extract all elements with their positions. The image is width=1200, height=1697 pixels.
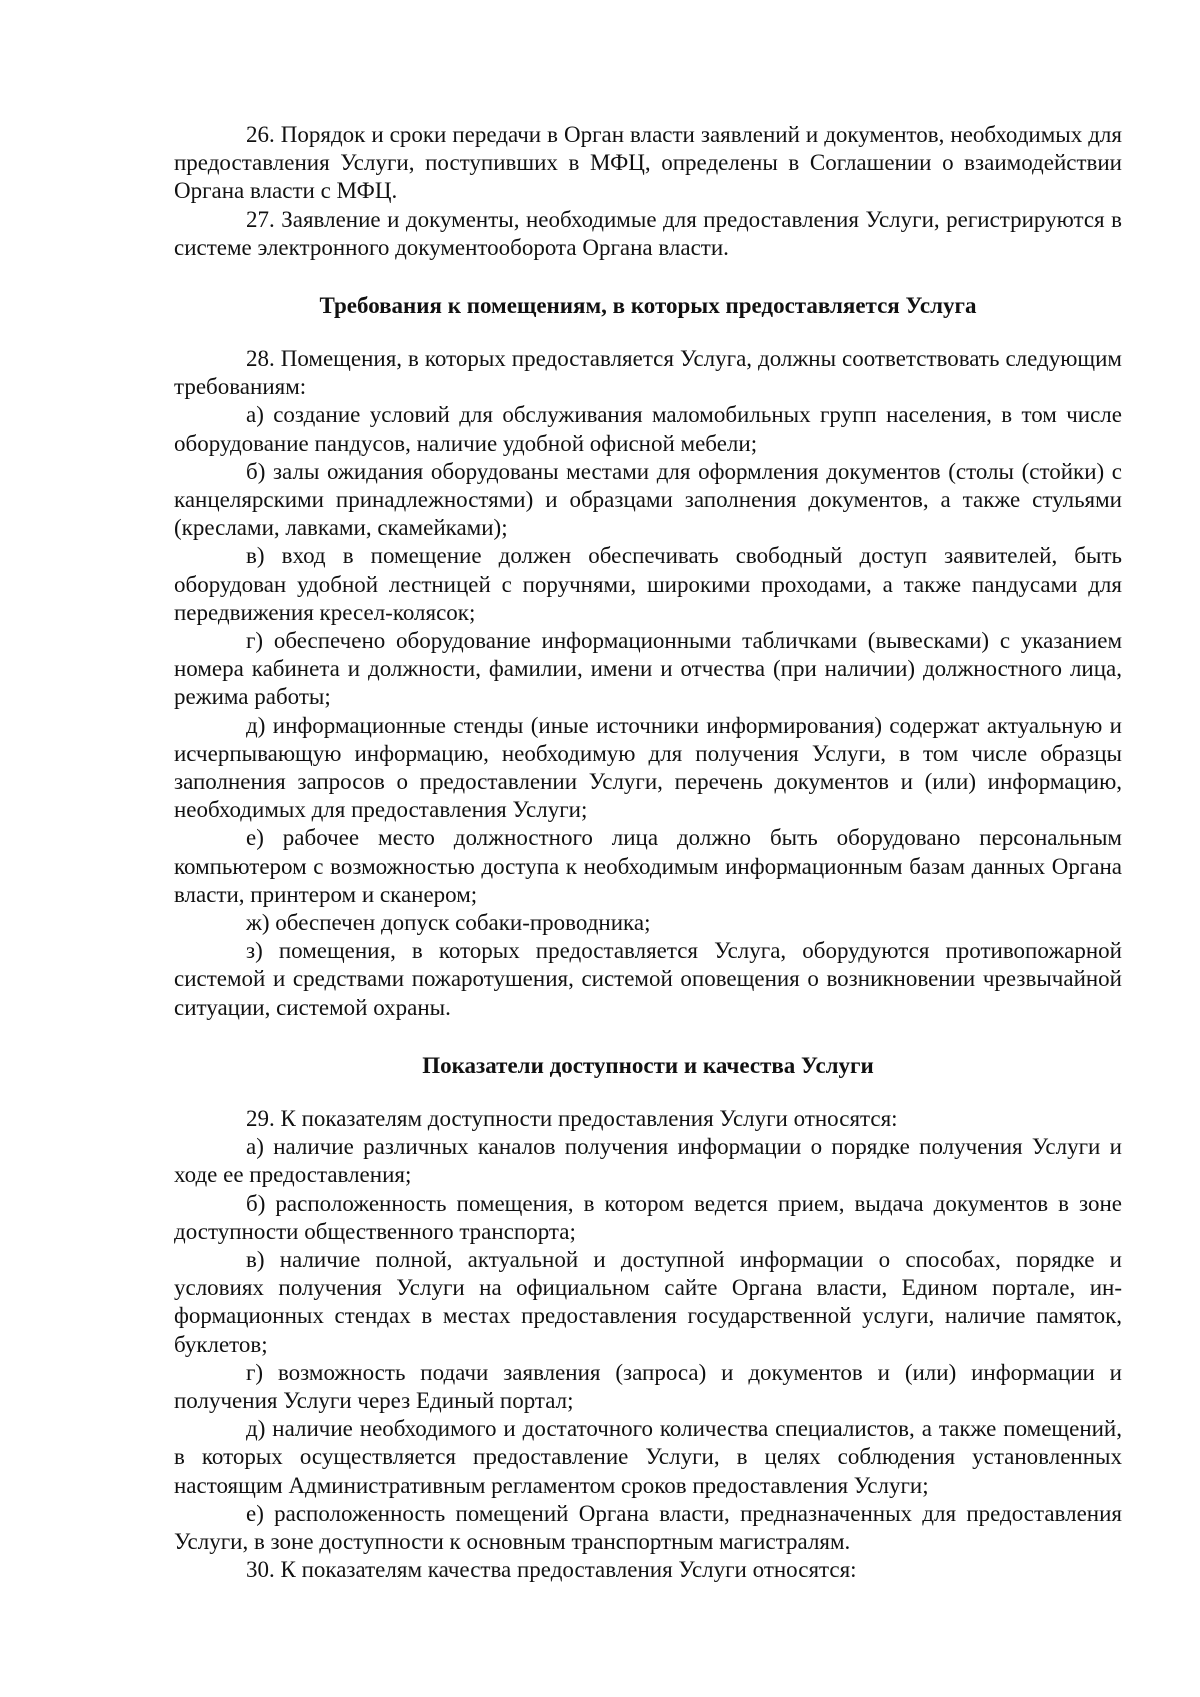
list-item-29v: в) наличие полной, актуальной и доступной информации о способах, порядке и условиях получения Услуги на официальном сайте Органа власти, Едином портале, информационных стендах в местах предоставления государственной услуги, наличие памяток, буклетов; — [174, 1246, 1122, 1357]
paragraph-block-3 — [174, 1105, 1122, 1584]
list-item-29d: д) наличие необходимого и достаточного количества специалистов, а также помещений, в которых осуществляется предоставление Услуги, в целях соблюдения установленных настоящим Административным регламентом сроков предоставления Услуги; — [174, 1416, 1122, 1498]
paragraph-27: 27. Заявление и документы, необходимые для предоставления Услуги, регистрируются в системе электронного документооборота Органа власти. — [174, 206, 1122, 260]
list-item-28v: в) вход в помещение должен обеспечивать свободный доступ заявителей, быть оборудован удобной лестницей с поручнями, широкими проходами, а также пандусами для передвижения кресел-колясок; — [174, 543, 1122, 625]
paragraph-26: 26. Порядок и сроки передачи в Орган власти заявлений и документов, необходимых для предоставления Услуги, поступивших в МФЦ, определены в Соглашении о взаимодействии Органа власти с МФЦ. — [174, 122, 1122, 204]
paragraph-29: 29. К показателям доступности предоставления Услуги относятся: — [246, 1105, 898, 1131]
section-title-premises: Требования к помещениям, в которых предоставляется Услуга — [319, 293, 977, 319]
document-page — [174, 121, 1122, 1584]
section-title-indicators: Показатели доступности и качества Услуги — [422, 1052, 874, 1078]
list-item-29e: е) расположенность помещений Органа власти, предназначенных для предоставления Услуги, в зоне доступности к основным транспортным магистралям. — [174, 1500, 1122, 1554]
list-item-29b: б) расположенность помещения, в котором ведется прием, выдача документов в зоне доступности общественного транспорта; — [174, 1190, 1122, 1244]
list-item-28d: д) информационные стенды (иные источники информирования) содержат актуальную и исчерпывающую информацию, необходимую для получения Услуги, в том числе образцы заполнения запросов о предоставлении Услуги, перечень документов и (или) информацию, необходимых для предоставления Услуги; — [174, 712, 1122, 823]
list-item-28g: г) обеспечено оборудование информационными табличками (вывесками) с указанием номера кабинета и должности, фамилии, имени и отчества (при наличии) должностного лица, режима работы; — [174, 628, 1122, 710]
paragraph-28: 28. Помещения, в которых предоставляется Услуга, должны соответствовать следующим требованиям: — [174, 346, 1122, 400]
list-item-28z: з) помещения, в которых предоставляется Услуга, оборудуются противопожарной системой и средствами пожаротушения, системой оповещения о возникновении чрезвычайной ситуации, системой охраны. — [174, 938, 1122, 1020]
list-item-28b: б) залы ожидания оборудованы местами для оформления документов (столы (стойки) с канцелярскими принадлежностями) и образцами заполнения документов, а также стульями (креслами, лавками, скамейками); — [174, 458, 1122, 541]
paragraph-block-1 — [174, 121, 1122, 262]
paragraph-block-2 — [174, 345, 1122, 1022]
list-item-28zh: ж) обеспечен допуск собаки-проводника; — [246, 910, 651, 936]
list-item-28a: а) создание условий для обслуживания маломобильных групп населения, в том числе оборудование пандусов, наличие удобной офисной мебели; — [174, 402, 1122, 456]
list-item-29a: а) наличие различных каналов получения информации о порядке получения Услуги и ходе ее предоставления; — [174, 1134, 1122, 1188]
paragraph-30: 30. К показателям качества предоставления Услуги относятся: — [246, 1557, 857, 1583]
list-item-28e: е) рабочее место должностного лица должно быть оборудовано персональным компьютером с возможностью доступа к необходимым информационным базам данных Органа власти, принтером и сканером; — [174, 825, 1122, 907]
list-item-29g: г) возможность подачи заявления (запроса) и документов и (или) информации и получения Услуги через Единый портал; — [174, 1359, 1122, 1413]
